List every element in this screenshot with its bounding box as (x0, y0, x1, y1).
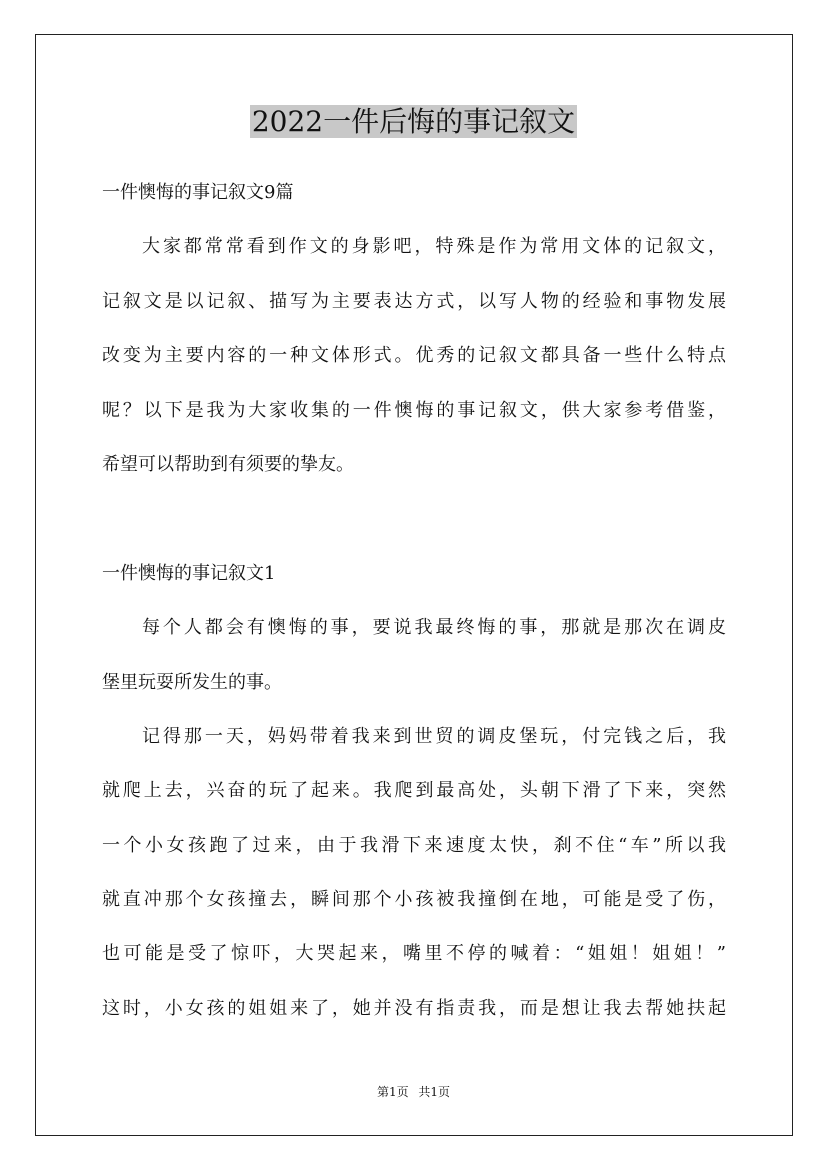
document-body (102, 166, 726, 1036)
paragraph-line: 每个人都会有懊悔的事，要说我最终悔的事，那就是那次在调皮 (142, 617, 726, 639)
paragraph-line: 一个小女孩跑了过来，由于我滑下来速度太快，刹不住“车”所以我 (102, 834, 726, 856)
intro-line: 大家都常常看到作文的身影吧，特殊是作为常用文体的记叙文， (142, 236, 726, 258)
paragraph-line: 也可能是受了惊吓，大哭起来，嘴里不停的喊着：“姐姐！姐姐！” (102, 943, 726, 965)
page-footer (0, 1082, 827, 1102)
document-subtitle: 一件懊悔的事记叙文9篇 (102, 182, 294, 203)
intro-line: 呢？以下是我为大家收集的一件懊悔的事记叙文，供大家参考借鉴， (102, 399, 726, 421)
page-number: 第1页 (376, 1085, 409, 1099)
document-title-text: 2022一件后悔的事记叙文 (251, 105, 576, 138)
paragraph-gap (102, 492, 726, 546)
intro-line: 记叙文是以记叙、描写为主要表达方式，以写人物的经验和事物发展 (102, 290, 726, 312)
section-heading: 一件懊悔的事记叙文1 (102, 562, 276, 584)
paragraph-line: 这时，小女孩的姐姐来了，她并没有指责我，而是想让我去帮她扶起 (102, 997, 726, 1019)
paragraph-line: 堡里玩耍所发生的事。 (102, 671, 282, 693)
document-title (0, 100, 827, 144)
paragraph-line: 就爬上去，兴奋的玩了起来。我爬到最高处，头朝下滑了下来，突然 (102, 780, 726, 802)
paragraph-line: 记得那一天，妈妈带着我来到世贸的调皮堡玩，付完钱之后，我 (142, 725, 726, 747)
intro-line: 改变为主要内容的一种文体形式。优秀的记叙文都具备一些什么特点 (102, 345, 726, 367)
paragraph-line: 就直冲那个女孩撞去，瞬间那个小孩被我撞倒在地，可能是受了伤， (102, 889, 726, 911)
intro-line: 希望可以帮助到有须要的挚友。 (102, 453, 354, 475)
page-total: 共1页 (418, 1085, 451, 1099)
